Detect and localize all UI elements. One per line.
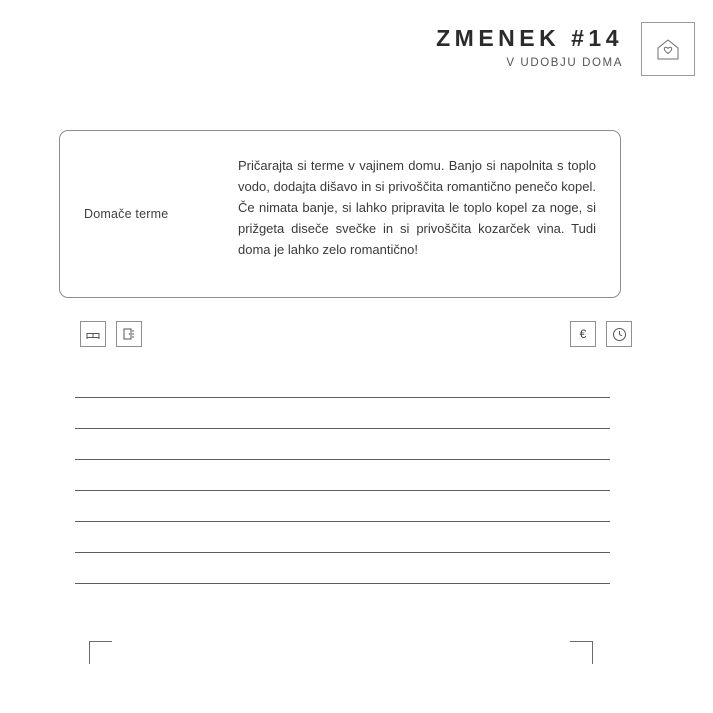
note-line — [75, 428, 610, 429]
activity-title: Domače terme — [84, 207, 169, 221]
corner-mark-top-right — [570, 641, 593, 664]
page-header — [436, 22, 695, 76]
location-icon-group — [80, 321, 142, 347]
door-icon[interactable] — [116, 321, 142, 347]
notes-lines[interactable] — [75, 397, 610, 584]
note-line — [75, 490, 610, 491]
note-line — [75, 397, 610, 398]
page-title: ZMENEK #14 — [436, 25, 623, 51]
note-line — [75, 521, 610, 522]
clock-icon[interactable] — [606, 321, 632, 347]
cost-time-icon-group — [570, 321, 632, 347]
euro-icon[interactable] — [570, 321, 596, 347]
activity-description: Pričarajta si terme v vajinem domu. Banjo si napolnita s toplo vodo, dodajta dišavo in si privoščita romantično penečo kopel. Če nimata banje, si lahko pripravita le toplo kopel za noge, si prižgeta diseče svečke in si privoščita kozarček vina. Tudi doma je lahko zelo romantično! — [238, 158, 596, 258]
euro-glyph: € — [579, 327, 587, 341]
bed-icon[interactable] — [80, 321, 106, 347]
note-line — [75, 583, 610, 584]
attribute-icon-row — [0, 321, 713, 347]
activity-card — [59, 130, 621, 298]
page-subtitle: V UDOBJU DOMA — [506, 57, 623, 70]
activity-body — [238, 131, 620, 297]
note-line — [75, 459, 610, 460]
header-text-block — [436, 22, 623, 69]
note-line — [75, 552, 610, 553]
house-heart-icon — [641, 22, 695, 76]
corner-mark-top-left — [89, 641, 112, 664]
